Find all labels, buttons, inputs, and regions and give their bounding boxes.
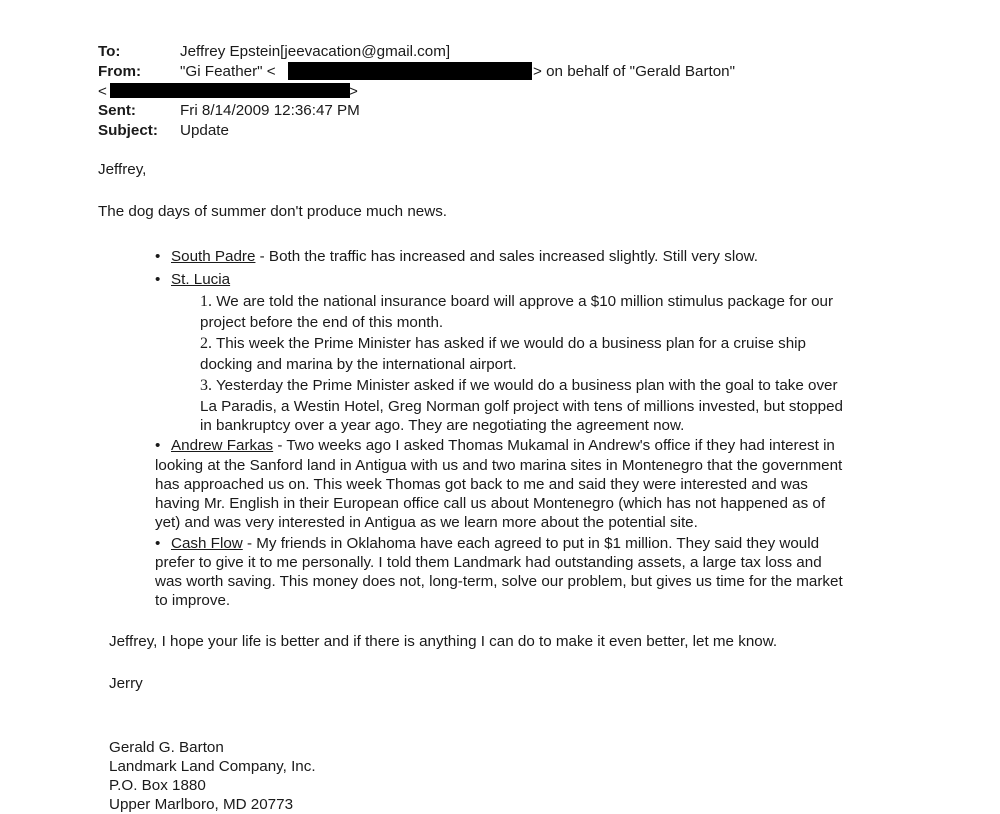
st-lucia-item-1-line2: project before the end of this month.	[200, 314, 444, 331]
subject-value: Update	[180, 122, 229, 139]
from-cont-start: <	[98, 83, 107, 100]
from-value-end: > on behalf of "Gerald Barton"	[533, 63, 736, 80]
list-item-andrew-farkas: • Andrew Farkas - Two weeks ago I asked Thomas Mukamal in Andrew's office if they had interest in	[155, 437, 835, 454]
intro-text: The dog days of summer don't produce much news.	[98, 203, 448, 220]
redaction-bar	[288, 62, 532, 80]
from-value-start: "Gi Feather" <	[180, 63, 276, 80]
cash-flow-line2: prefer to give it to me personally. I told them Landmark had outstanding assets, a large tax loss and	[155, 554, 822, 571]
signoff: Jerry	[109, 675, 143, 692]
signature-po-box: P.O. Box 1880	[109, 777, 206, 794]
st-lucia-item-3-line2: La Paradis, a Westin Hotel, Greg Norman golf project with tens of millions invested, but stopped	[200, 398, 843, 415]
andrew-farkas-line2: looking at the Sanford land in Antigua with us and two marina sites in Montenegro that the government	[155, 457, 843, 474]
cash-flow-line3: was worth saving. This money does not, long-term, solve our problem, but gives us time for the market	[155, 573, 843, 590]
signature-city: Upper Marlboro, MD 20773	[109, 796, 294, 813]
st-lucia-item-2-line2: docking and marina by the international airport.	[200, 356, 517, 373]
list-item-south-padre	[155, 247, 758, 266]
list-item-st-lucia	[155, 270, 230, 289]
south-padre-text: - Both the traffic has increased and sales increased slightly. Still very slow.	[255, 248, 758, 265]
andrew-farkas-line3: has approached us on. This week Thomas got back to me and said they were interested and was	[155, 476, 808, 493]
list-item-cash-flow: • Cash Flow - My friends in Oklahoma have each agreed to put in $1 million. They said they would	[155, 535, 820, 552]
sent-value: Fri 8/14/2009 12:36:47 PM	[180, 102, 360, 119]
to-value: Jeffrey Epstein[jeevacation@gmail.com]	[180, 43, 451, 60]
andrew-farkas-title: Andrew Farkas	[171, 437, 274, 454]
cash-flow-line4: to improve.	[155, 592, 231, 609]
sent-label: Sent:	[98, 102, 136, 119]
subject-label: Subject:	[98, 122, 158, 139]
signature-company: Landmark Land Company, Inc.	[109, 758, 316, 775]
bullet-icon: •	[155, 437, 161, 454]
st-lucia-title: St. Lucia	[171, 271, 231, 288]
from-label: From:	[98, 63, 142, 80]
item-number: 1.	[200, 293, 212, 310]
closing-text: Jeffrey, I hope your life is better and if there is anything I can do to make it even better, let me know.	[109, 633, 778, 650]
greeting: Jeffrey,	[98, 161, 147, 178]
signature-name: Gerald G. Barton	[109, 739, 224, 756]
to-label: To:	[98, 43, 121, 60]
cash-flow-title: Cash Flow	[171, 535, 243, 552]
redaction-bar	[110, 83, 350, 98]
item-number: 2.	[200, 335, 212, 352]
andrew-farkas-line4: having Mr. English in their European office call us about Montenegro (which has not happened as of	[155, 495, 826, 512]
st-lucia-item-3-line1: 3. Yesterday the Prime Minister asked if we would do a business plan with the goal to take over	[200, 377, 838, 394]
bullet-icon: •	[155, 248, 161, 265]
bullet-icon: •	[155, 535, 161, 552]
south-padre-title: South Padre	[171, 248, 256, 265]
andrew-farkas-line5: yet) and was very interested in Antigua as we learn more about the potential site.	[155, 514, 698, 531]
st-lucia-item-1-line1: 1. We are told the national insurance board will approve a $10 million stimulus package for our	[200, 293, 834, 310]
bullet-icon: •	[155, 271, 161, 288]
st-lucia-item-3-line3: in bankruptcy over a year ago. They are negotiating the agreement now.	[200, 417, 685, 434]
st-lucia-item-2-line1: 2. This week the Prime Minister has asked if we would do a business plan for a cruise ship	[200, 335, 807, 352]
from-cont-end: >	[349, 83, 358, 100]
item-number: 3.	[200, 377, 212, 394]
